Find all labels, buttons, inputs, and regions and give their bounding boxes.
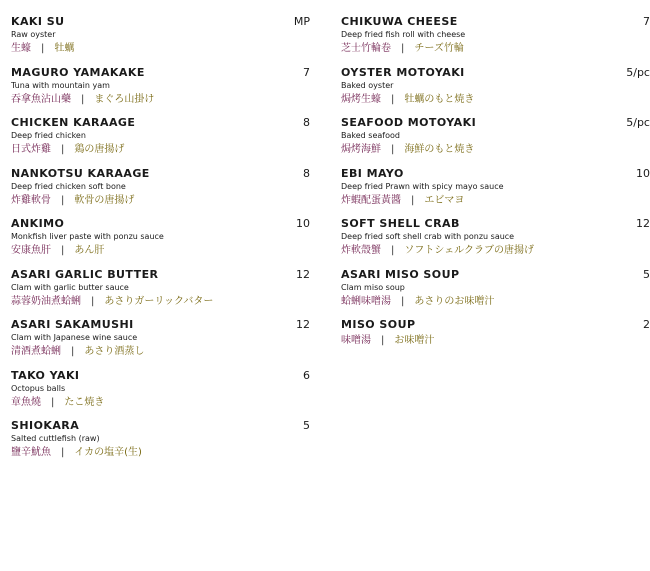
menu-item-description: Salted cuttlefish (raw)	[11, 434, 100, 443]
name-separator: |	[391, 245, 395, 256]
menu-item-japanese-name: 牡蠣のもと焼き	[404, 93, 475, 105]
menu-item-japanese-name: エビマヨ	[424, 194, 465, 206]
menu-item-chinese-name: 安康魚肝	[11, 245, 51, 256]
menu-item-name: CHICKEN KARAAGE	[11, 116, 136, 129]
menu-item-chinese-name: 生蠔	[11, 43, 31, 54]
name-separator: |	[391, 93, 395, 105]
menu-item-japanese-name: 軟骨の唐揚げ	[74, 194, 135, 206]
menu-item-japanese-name: あん肝	[74, 245, 105, 256]
menu-item	[11, 115, 311, 166]
menu-item-translations	[11, 344, 311, 359]
menu-item-description: Tuna with mountain yam	[11, 80, 110, 90]
menu-item	[341, 317, 650, 368]
menu-item-price: 10	[296, 217, 310, 230]
menu-item-name: ASARI MISO SOUP	[341, 267, 460, 281]
menu-item-price: 2	[643, 318, 650, 331]
name-separator: |	[61, 144, 65, 155]
menu-item-japanese-name: あさりガーリックバター	[104, 295, 214, 307]
menu-item-chinese-name: 日式炸雞	[11, 144, 51, 155]
menu-item-japanese-name: たこ焼き	[64, 396, 105, 408]
menu-item-translations	[341, 41, 641, 56]
menu-item-price: 8	[303, 116, 310, 129]
menu-item-translations	[11, 395, 311, 410]
menu-item-name: CHIKUWA CHEESE	[341, 15, 458, 28]
menu-item-translations	[341, 333, 641, 348]
menu-item-chinese-name: 鹽辛魷魚	[11, 447, 51, 458]
menu-item-description: Deep fried chicken	[11, 131, 86, 140]
menu-item-chinese-name: 章魚燒	[11, 396, 41, 408]
menu-item	[11, 166, 311, 217]
menu-item-japanese-name: チーズ竹輪	[414, 43, 464, 54]
menu-item-translations	[341, 243, 641, 258]
name-separator: |	[51, 396, 55, 408]
menu-item-description: Deep fried Prawn with spicy mayo sauce	[341, 181, 504, 191]
menu-item-translations	[341, 92, 641, 107]
menu-item	[11, 317, 311, 368]
menu-item-name: ASARI GARLIC BUTTER	[11, 267, 159, 281]
menu-item-price: 7	[643, 15, 650, 28]
menu-item-translations	[11, 445, 311, 460]
menu-item	[341, 216, 650, 267]
menu-item-name: KAKI SU	[11, 15, 65, 28]
menu-item-price: 12	[296, 318, 310, 331]
menu-item-name: MAGURO YAMAKAKE	[11, 65, 145, 79]
menu-item-japanese-name: ソフトシェルクラブの唐揚げ	[404, 245, 534, 256]
menu-item-description: Monkfish liver paste with ponzu sauce	[11, 232, 164, 241]
menu-item-description: Clam miso soup	[341, 282, 405, 292]
menu-item-description: Deep fried chicken soft bone	[11, 181, 126, 191]
name-separator: |	[41, 43, 45, 54]
menu-item-price: 8	[303, 166, 310, 180]
menu-item	[341, 14, 650, 65]
menu-item-translations	[11, 193, 311, 208]
menu-item-chinese-name: 焗烤海鮮	[341, 144, 381, 155]
menu-item-description: Raw oyster	[11, 30, 56, 39]
menu-item-japanese-name: あさりのお味噌汁	[414, 295, 495, 307]
menu-item-price: 7	[303, 65, 310, 79]
menu-item-chinese-name: 炸軟殼蟹	[341, 245, 381, 256]
menu-item-translations	[341, 142, 641, 157]
menu-item-name: TAKO YAKI	[11, 368, 80, 382]
menu-item-name: SOFT SHELL CRAB	[341, 217, 460, 230]
menu-item-price: 12	[296, 267, 310, 281]
menu-item	[11, 14, 311, 65]
name-separator: |	[381, 335, 385, 346]
menu-item-name: ANKIMO	[11, 217, 65, 230]
name-separator: |	[411, 194, 415, 206]
menu-item-name: SEAFOOD MOTOYAKI	[341, 116, 477, 129]
menu-item-chinese-name: 清酒煮蛤蜊	[11, 346, 61, 357]
name-separator: |	[61, 245, 65, 256]
name-separator: |	[401, 295, 405, 307]
menu-item	[341, 65, 650, 116]
menu-item-translations	[11, 142, 311, 157]
name-separator: |	[401, 43, 405, 54]
menu-item	[341, 166, 650, 217]
menu-column-left	[11, 14, 311, 469]
name-separator: |	[91, 295, 95, 307]
menu-item-description: Baked seafood	[341, 131, 400, 140]
menu-item-description: Octopus balls	[11, 383, 66, 393]
menu-item	[11, 368, 311, 419]
menu-column-right	[341, 14, 650, 368]
menu-item-japanese-name: まぐろ山掛け	[94, 93, 155, 105]
menu-item-price: 6	[303, 368, 310, 382]
menu-item-japanese-name: あさり酒蒸し	[84, 346, 145, 357]
menu-item-name: OYSTER MOTOYAKI	[341, 65, 465, 79]
menu-item-japanese-name: 海鮮のもと焼き	[404, 144, 475, 155]
menu-item-translations	[11, 41, 311, 56]
menu-item-price: 5	[303, 419, 310, 432]
menu-item-price: 5/pc	[626, 65, 650, 79]
menu-item-chinese-name: 炸蝦配蛋黃醬	[341, 194, 401, 206]
menu-item-description: Baked oyster	[341, 80, 394, 90]
menu-item-price: 5/pc	[626, 116, 650, 129]
menu-item-chinese-name: 吞拿魚沾山藥	[11, 93, 71, 105]
name-separator: |	[61, 447, 65, 458]
name-separator: |	[71, 346, 75, 357]
menu-item	[11, 267, 311, 318]
menu-item-japanese-name: お味噌汁	[394, 335, 435, 346]
menu-item-translations	[11, 294, 311, 309]
menu-item-name: EBI MAYO	[341, 166, 404, 180]
menu-item	[11, 216, 311, 267]
name-separator: |	[81, 93, 85, 105]
menu-item	[341, 267, 650, 318]
menu-item	[11, 418, 311, 469]
menu-item-translations	[341, 193, 641, 208]
menu-item-chinese-name: 味噌湯	[341, 335, 371, 346]
menu-item-chinese-name: 蛤蜊味噌湯	[341, 295, 391, 307]
menu-item-name: MISO SOUP	[341, 318, 416, 331]
menu-item-description: Clam with garlic butter sauce	[11, 282, 129, 292]
name-separator: |	[391, 144, 395, 155]
menu-item-chinese-name: 芝士竹輪卷	[341, 43, 391, 54]
menu-item	[341, 115, 650, 166]
name-separator: |	[61, 194, 65, 206]
menu-item-japanese-name: 牡蠣	[54, 43, 75, 54]
menu-item-chinese-name: 蒜蓉奶油煮蛤蜊	[11, 295, 81, 307]
menu-item-name: SHIOKARA	[11, 419, 80, 432]
menu-item-translations	[11, 243, 311, 258]
menu-item-price: 5	[643, 267, 650, 281]
menu-item-chinese-name: 焗烤生蠔	[341, 93, 381, 105]
menu-item-price: MP	[293, 15, 310, 28]
menu-item-price: 12	[636, 217, 650, 230]
menu-item-description: Deep fried soft shell crab with ponzu sauce	[341, 232, 515, 241]
menu-item	[11, 65, 311, 116]
menu-item-name: NANKOTSU KARAAGE	[11, 166, 150, 180]
menu-item-description: Deep fried fish roll with cheese	[341, 30, 466, 39]
menu-item-chinese-name: 炸雞軟骨	[11, 194, 51, 206]
menu-item-price: 10	[636, 166, 650, 180]
menu-item-translations	[341, 294, 641, 309]
menu-item-name: ASARI SAKAMUSHI	[11, 318, 134, 331]
menu-item-translations	[11, 92, 311, 107]
menu-item-japanese-name: 鶏の唐揚げ	[74, 144, 125, 155]
menu-item-japanese-name: イカの塩辛(生)	[74, 447, 142, 458]
menu-item-description: Clam with Japanese wine sauce	[11, 333, 138, 342]
